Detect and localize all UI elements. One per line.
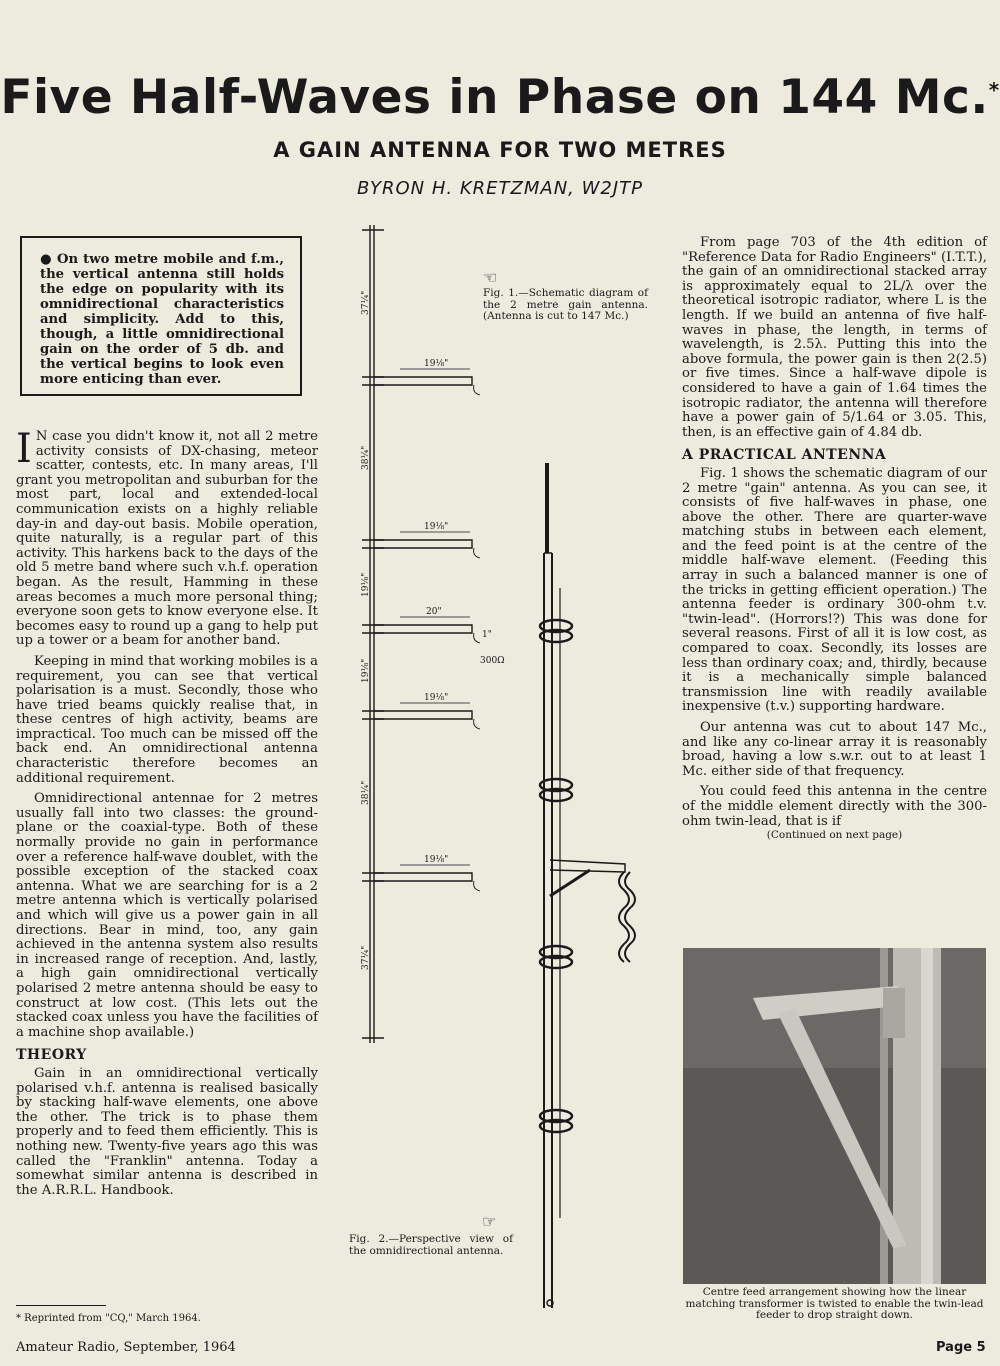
pointing-hand-icon-2: ☞ xyxy=(482,1212,497,1231)
footnote: * Reprinted from "CQ," March 1964. xyxy=(16,1313,201,1324)
left-column xyxy=(16,426,318,1204)
stub-label-5: 19⅛" xyxy=(424,855,449,865)
figure-1-schematic xyxy=(340,225,510,1055)
dim-38-lower: 38¼" xyxy=(361,780,371,805)
stub-label-1: 19⅛" xyxy=(424,359,449,369)
dim-38-upper: 38¼" xyxy=(361,445,371,470)
paragraph-3: Omnidirectional antennae for 2 metres usually fall into two classes: the ground-plane or the coaxial-type. Both of these normally provide no gain in performance over a reference half-wave doublet, with the possible exception of the stacked coax antenna. What we are searching for is a 2 metre antenna which is vertically polarised and which will give us a power gain in all directions. Bear in mind, too, any gain achieved in the antenna system also results in increased range of reception. And, lastly, a high gain omnidirectional vertically polarised 2 metre antenna should be easy to construct at low cost. (This lets out the stacked coax unless you have the facilities of a machine shop available.) xyxy=(16,791,318,1040)
right-paragraph-2: Fig. 1 shows the schematic diagram of our 2 metre "gain" antenna. As you can see, it consists of five half-waves in phase, one above the other. There are quarter-wave matching stubs in between each element, and the feed point is at the centre of the middle half-wave element. (Feeding this array in such a balanced manner is one of the tricks in getting efficient operation.) The antenna feeder is ordinary 300-ohm t.v. "twin-lead". (Horrors!?) This was done for several reasons. First of all it is low cost, as compared to coax. Secondly, its losses are less than ordinary coax; and, thirdly, because it is a mechanically simple balanced transmission line with readily available inexpensive (t.v.) supporting hardware. xyxy=(682,465,987,715)
right-column xyxy=(682,236,987,841)
stub-label-3: 20" xyxy=(426,607,442,617)
dim-37-top: 37¼" xyxy=(361,290,371,315)
author-byline: BYRON H. KRETZMAN, W2JTP xyxy=(356,178,644,199)
practical-antenna-heading: A PRACTICAL ANTENNA xyxy=(682,447,887,464)
figure-2-perspective xyxy=(520,458,650,1318)
continued-note: (Continued on next page) xyxy=(766,829,903,842)
centre-feed-photo xyxy=(683,948,986,1284)
title-footnote-mark: * xyxy=(988,78,1000,102)
dim-37-bottom: 37¼" xyxy=(361,945,371,970)
bullet-icon: ● xyxy=(40,252,58,267)
paragraph-4: Gain in an omnidirectional vertically polarised v.h.f. antenna is realised basically by stacking half-wave elements, one above the other. The trick is to phase them properly and to feed them efficiently. This is nothing new. Twenty-five years ago this was called the "Franklin" antenna. Today a somewhat similar antenna is described in the A.R.R.L. Handbook. xyxy=(16,1065,318,1198)
gap-label: 1" xyxy=(482,630,492,640)
drop-cap: I xyxy=(16,426,32,472)
dim-19-upper: 19⅛" xyxy=(361,572,371,597)
stub-label-2: 19⅛" xyxy=(424,522,449,532)
article-subtitle: A GAIN ANTENNA FOR TWO METRES xyxy=(273,138,727,162)
right-paragraph-3: Our antenna was cut to about 147 Mc., and like any co-linear array it is reasonably broad, having a low s.w.r. out to at least 1 Mc. either side of that frequency. xyxy=(682,720,987,779)
footnote-rule xyxy=(16,1305,106,1306)
figure-1-caption: Fig. 1.—Schematic diagram of the 2 metre gain antenna. (Antenna is cut to 147 Mc.) xyxy=(483,287,648,322)
intro-text: On two metre mobile and f.m., the vertical antenna still holds the edge on popularity with its omnidirectional characteristics and simplicity. Add to this, though, a little omnidirectional gain on the order of 5 db. and the vertical begins to look even more enticing than ever. xyxy=(40,252,284,387)
stub-label-4: 19⅛" xyxy=(424,693,449,703)
footer-page-number: Page 5 xyxy=(936,1340,986,1355)
title-text: Five Half-Waves in Phase on 144 Mc. xyxy=(0,70,989,125)
footer-publication: Amateur Radio, September, 1964 xyxy=(16,1340,236,1355)
paragraph-1 xyxy=(16,426,318,649)
figure-2-caption: Fig. 2.—Perspective view of the omnidirectional antenna. xyxy=(349,1233,513,1257)
intro-box xyxy=(20,236,302,396)
paragraph-1-text: N case you didn't know it, not all 2 metre activity consists of DX-chasing, meteor scatter, contests, etc. In many areas, I'll grant you metropolitan and suburban for the most part, local and extended-local communication exists on a highly reliable day-in and day-out basis. Mobile operation, quite naturally, is a regular part of this activity. This harkens back to the days of the old 5 metre band where such v.h.f. operation began. As the result, Hamming in these areas becomes a much more personal thing; everyone soon gets to know everyone else. It becomes easy to round up a gang to help put up a tower or a beam for another band. xyxy=(16,429,318,649)
photo-caption: Centre feed arrangement showing how the linear matching transformer is twisted to enable the twin-lead feeder to drop straight down. xyxy=(685,1286,984,1321)
pointing-hand-icon: ☜ xyxy=(483,268,498,287)
right-paragraph-4: You could feed this antenna in the centre of the middle element directly with the 300-ohm twin-lead, that is if xyxy=(682,784,987,829)
article-title xyxy=(0,70,1000,125)
right-paragraph-1: From page 703 of the 4th edition of "Reference Data for Radio Engineers" (I.T.T.), the gain of an omnidirectional stacked array is approximately equal to 2L/λ over the theoretical isotropic radiator, where L is the length. If we build an antenna of five half-waves in phase, the length, in terms of wavelength, is 2.5λ. Putting this into the above formula, the power gain is then 2(2.5) or five times. Since a half-wave dipole is considered to have a gain of 1.64 times the isotropic radiator, the antenna will therefore have a power gain of 5/1.64 or 3.05. This, then, is an effective gain of 4.84 db. xyxy=(682,235,987,440)
paragraph-2: Keeping in mind that working mobiles is a requirement, you can see that vertical polarisation is a must. Secondly, those who have tried beams quickly realise that, in these centres of high activity, beams are impractical. Too much can be missed off the back end. An omnidirectional antenna characteristic therefore becomes an additional requirement. xyxy=(16,653,318,786)
theory-heading: THEORY xyxy=(16,1047,87,1064)
dim-19-lower: 19⅛" xyxy=(361,658,371,683)
impedance-label: 300Ω xyxy=(480,656,505,666)
